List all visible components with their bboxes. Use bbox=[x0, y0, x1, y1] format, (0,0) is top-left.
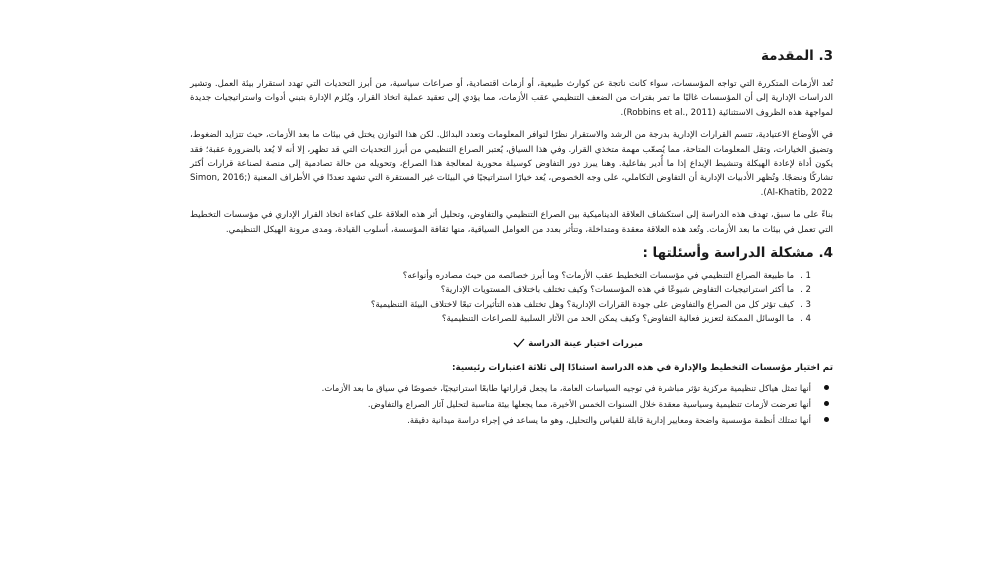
question-text: ما طبيعة الصراع التنظيمي في مؤسسات التخطيط عقب الأزمات؟ وما أبرز خصائصه من حيث مصادره وأنواعه؟ bbox=[402, 271, 795, 282]
question-number: 1 . bbox=[800, 271, 811, 282]
selection-bullet-text: أنها تمتلك أنظمة مؤسسية واضحة ومعايير إدارية قابلة للقياس والتحليل، وهو ما يساعد في إجراء دراسة ميدانية دقيقة. bbox=[407, 414, 811, 425]
bullet-icon bbox=[824, 401, 829, 406]
research-question bbox=[190, 312, 811, 326]
bullet-icon bbox=[824, 417, 829, 422]
check-icon bbox=[513, 338, 525, 348]
question-text: ما أكثر استراتيجيات التفاوض شيوعًا في هذه المؤسسات؟ وكيف تختلف باختلاف المستويات الإدارية؟ bbox=[440, 285, 795, 296]
question-text: كيف تؤثر كل من الصراع والتفاوض على جودة القرارات الإدارية؟ وهل تختلف هذه التأثيرات تبعًا لاختلاف البيئة التنظيمية؟ bbox=[370, 299, 795, 310]
research-questions-list bbox=[190, 269, 833, 327]
intro-paragraph-1: تُعد الأزمات المتكررة التي تواجه المؤسسات، سواء كانت ناتجة عن كوارث طبيعية، أو أزمات اقتصادية، أو صراعات سياسية، من أبرز التحديات التي تهدد استقرار بيئة العمل. وتشير الدراسات الإدارية إلى أن المؤسسات غالبًا ما تمر بفترات من الضعف التنظيمي عقب الأزمات، مما يؤدي إلى تعقيد عملية اتخاذ القرار، ويُلزم الإدارة بتبني أدوات واستراتيجيات جديدة لمواجهة هذه الظروف الاستثنائية (Robbins et al., 2011). bbox=[190, 79, 833, 118]
bullet-icon bbox=[824, 385, 829, 390]
research-question bbox=[190, 298, 811, 312]
question-text: ما الوسائل الممكنة لتعزيز فعالية التفاوض؟ وكيف يمكن الحد من الآثار السلبية للصراعات التنظيمية؟ bbox=[441, 314, 795, 325]
question-number: 4 . bbox=[800, 314, 811, 325]
selection-bullet-text: أنها تمثل هياكل تنظيمية مركزية تؤثر مباشرة في توجيه السياسات العامة، ما يجعل قراراتها طابعًا استراتيجيًا، خصوصًا في سياق ما بعد الأزمات. bbox=[321, 382, 811, 393]
research-question bbox=[190, 283, 811, 297]
selection-bullet bbox=[190, 413, 829, 427]
selection-rationale-heading: تم اختيار مؤسسات التخطيط والإدارة في هذه الدراسة استنادًا إلى ثلاثة اعتبارات رئيسية: bbox=[451, 362, 833, 373]
selection-bullet bbox=[190, 397, 829, 411]
intro-paragraph-2: في الأوضاع الاعتيادية، تتسم القرارات الإدارية بدرجة من الرشد والاستقرار نظرًا لتوافر المعلومات وتعدد البدائل. لكن هذا التوازن يختل في بيئات ما بعد الأزمات، حيث تتزايد الضغوط، وتضيق الخيارات، وتقل المعلومات المتاحة، مما يُصعّب مهمة متخذي القرار. وفي هذا السياق، يُعتبر الصراع التنظيمي من أبرز التحديات التي قد تظهر، إلا أنه لا يُعد بالضرورة عقبة؛ فقد يكون أداة لإعادة الهيكلة وتنشيط الإبداع إذا ما أُدير بفاعلية. وهنا يبرز دور التفاوض كوسيلة محورية لمعالجة هذا الصراع، وتحويله من حالة تصادمية إلى منصة لصناعة قرارات أكثر تشاركًا ونضجًا. وتُظهر الأدبيات الإدارية أن التفاوض التكاملي، على وجه الخصوص، يُعد خيارًا استراتيجيًا في البيئات غير المستقرة التي تشهد تعددًا في الأطراف المعنية (Simon, 2016; Al-Khatib, 2022). bbox=[190, 130, 833, 198]
selection-bullets-list bbox=[190, 381, 833, 427]
selection-bullet-text: أنها تعرضت لأزمات تنظيمية وسياسية معقدة خلال السنوات الخمس الأخيرة، مما يجعلها بيئة مناسبة لتحليل آثار الصراع والتفاوض. bbox=[367, 398, 811, 409]
intro-paragraph-3: بناءً على ما سبق، تهدف هذه الدراسة إلى استكشاف العلاقة الديناميكية بين الصراع التنظيمي والتفاوض، وتحليل أثر هذه العلاقة على كفاءة اتخاذ القرار الإداري في مؤسسات التخطيط التي تعمل في بيئات ما بعد الأزمات. وتُعد هذه العلاقة معقدة ومتداخلة، وتتأثر بعدد من العوامل السياقية، منها ثقافة المؤسسة، أسلوب القيادة، ومدى مرونة الهيكل التنظيمي. bbox=[190, 210, 833, 235]
section-4-heading: 4. مشكلة الدراسة وأسئلتها : bbox=[642, 245, 833, 262]
sample-criteria-label: مبررات اختيار عينة الدراسة bbox=[528, 338, 643, 349]
question-number: 2 . bbox=[800, 285, 811, 296]
question-number: 3 . bbox=[800, 299, 811, 310]
sample-criteria-heading bbox=[190, 337, 833, 351]
selection-bullet bbox=[190, 381, 829, 395]
document-content bbox=[190, 48, 833, 429]
section-3-heading: 3. المقدمة bbox=[760, 48, 833, 64]
research-question bbox=[190, 269, 811, 283]
